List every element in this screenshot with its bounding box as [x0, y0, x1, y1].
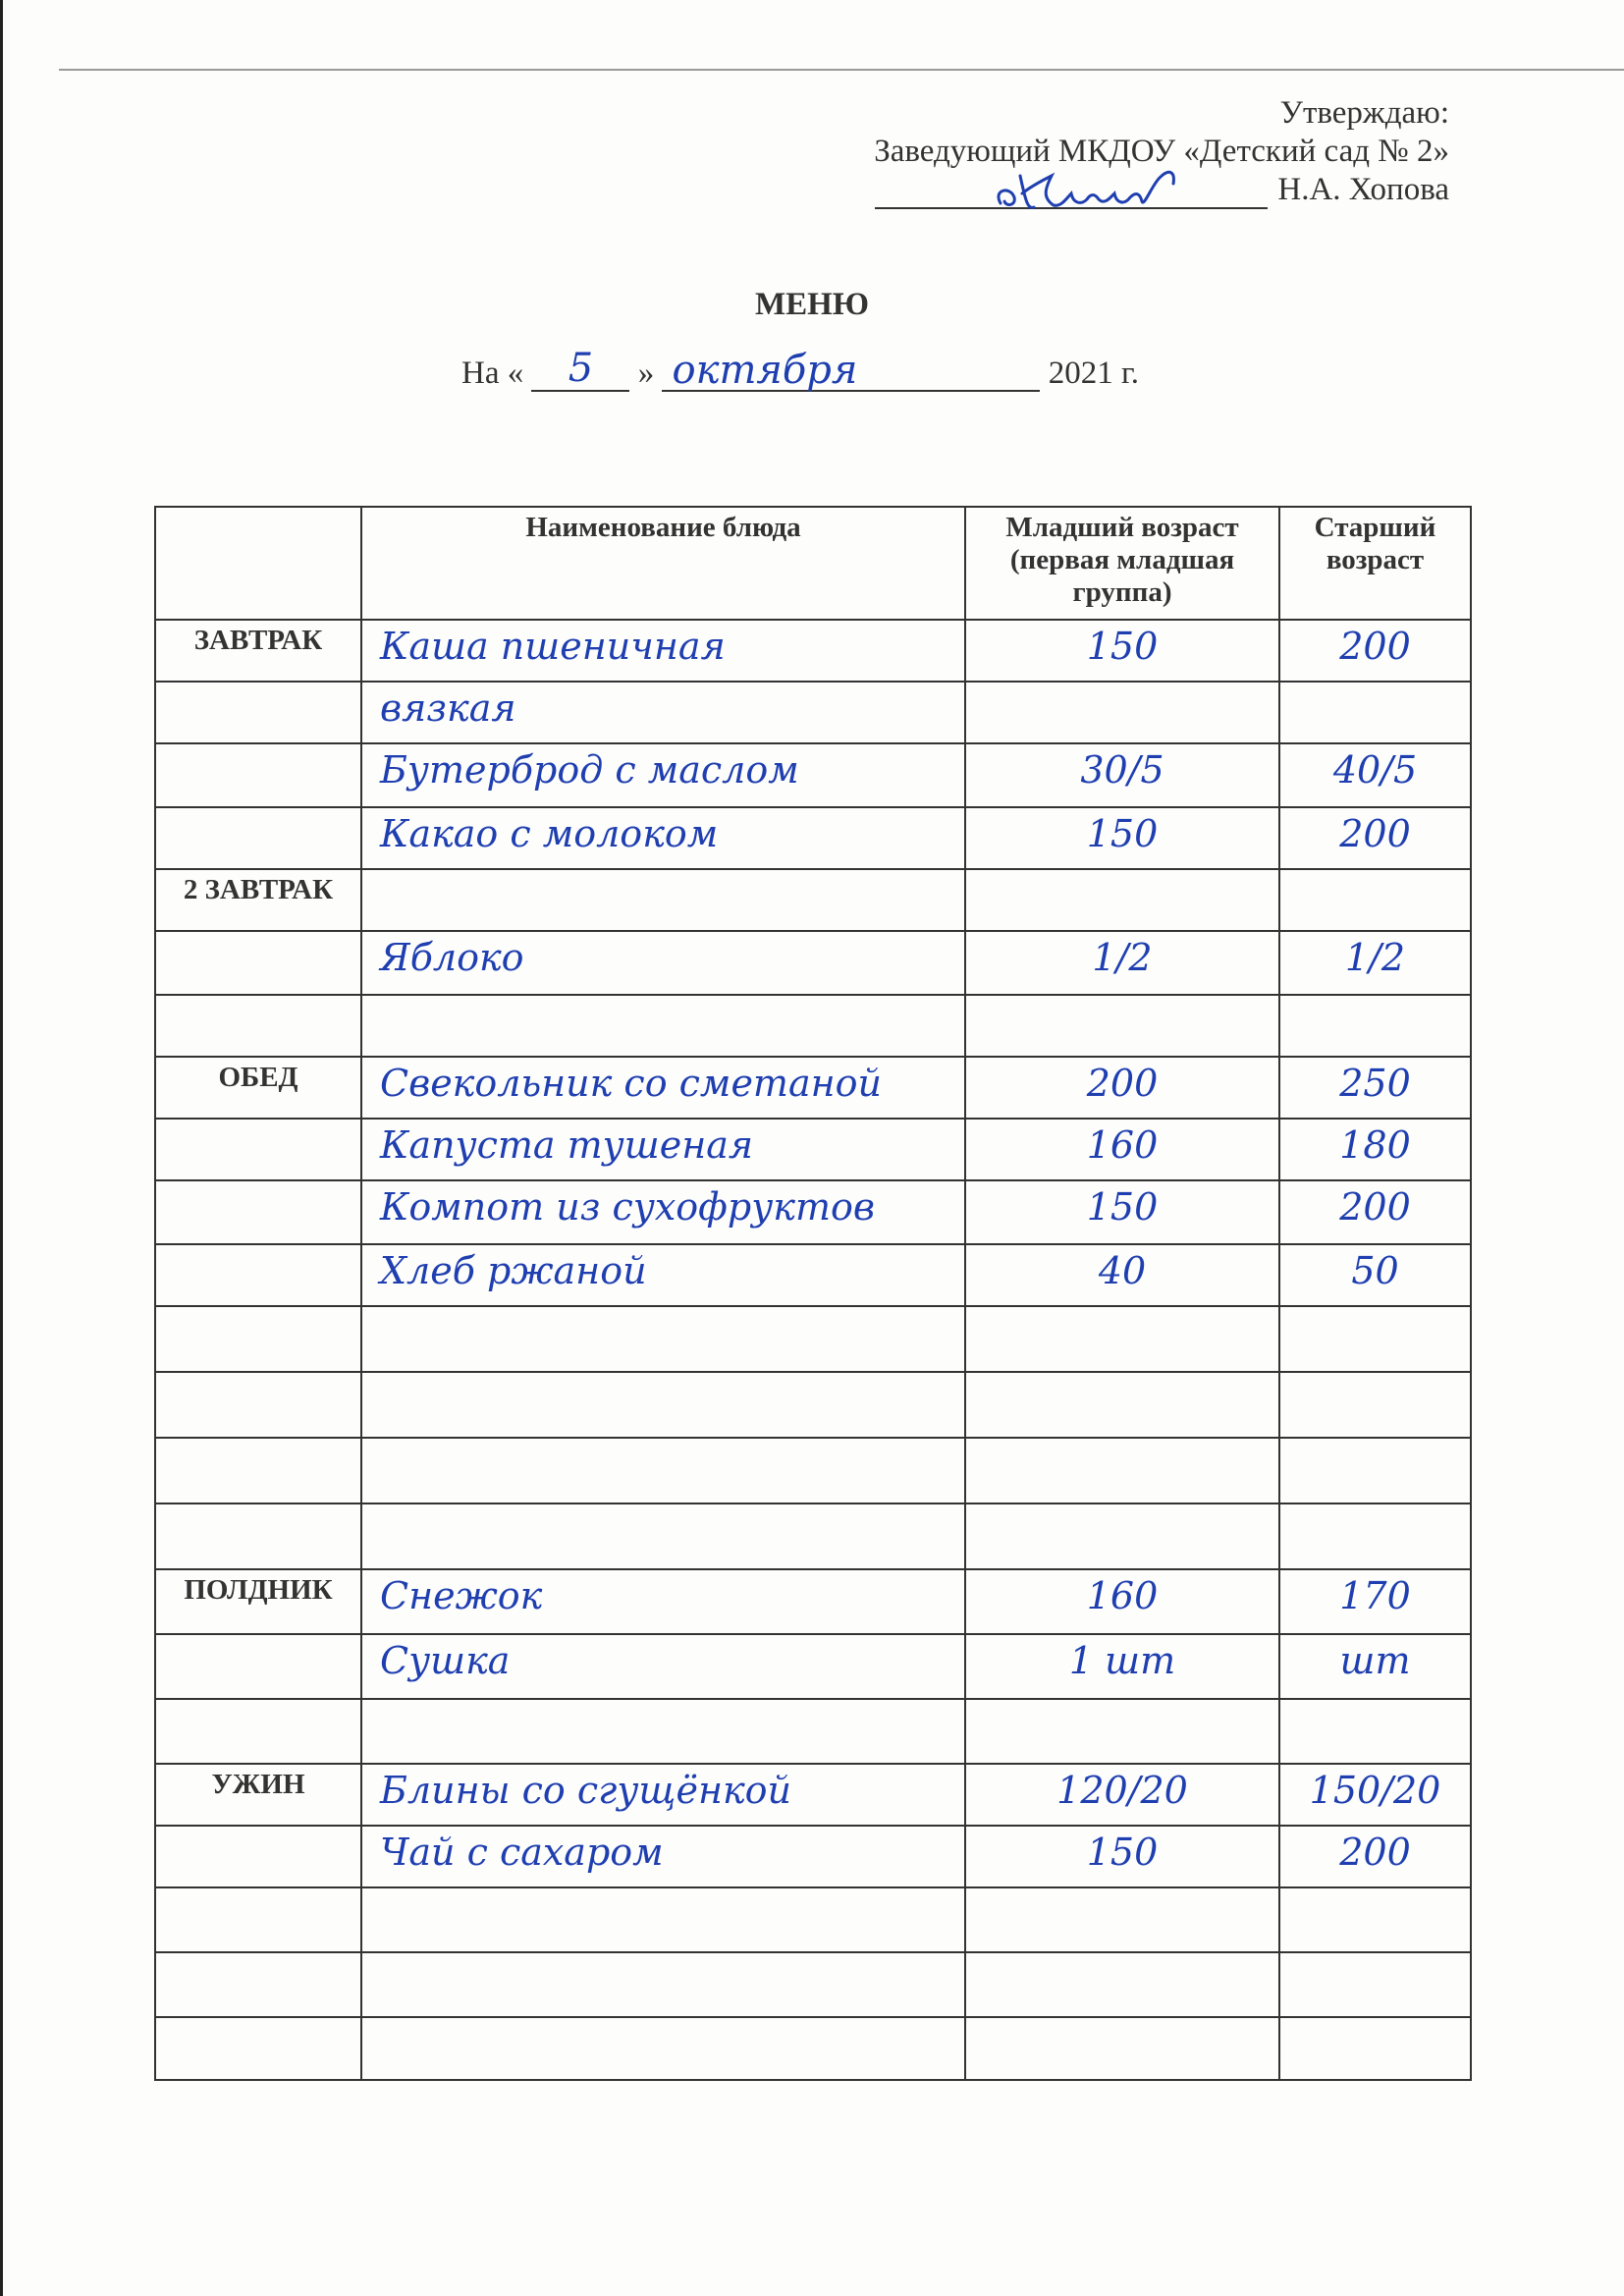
senior-portion-cell — [1279, 1634, 1471, 1699]
senior-portion-cell — [1279, 743, 1471, 807]
portion-value — [1280, 1953, 1470, 1959]
meal-cell — [155, 2017, 361, 2080]
table-row — [155, 682, 1471, 743]
junior-portion-cell — [965, 1119, 1279, 1180]
dish-name: Снежок — [380, 1574, 543, 1617]
meal-cell — [155, 1438, 361, 1503]
dish-name: Свекольник со сметаной — [380, 1062, 882, 1105]
table-row — [155, 1699, 1471, 1764]
senior-portion-cell — [1279, 1057, 1471, 1119]
dish-name — [380, 1504, 964, 1510]
junior-portion-cell — [965, 931, 1279, 995]
meal-cell: ПОЛДНИК — [155, 1569, 361, 1634]
junior-portion-cell — [965, 1952, 1279, 2017]
dish-name: Каша пшеничная — [380, 625, 726, 668]
table-row — [155, 931, 1471, 995]
senior-portion-cell — [1279, 931, 1471, 995]
dish-cell — [361, 995, 965, 1057]
table-body — [155, 620, 1471, 2080]
dish-cell — [361, 1057, 965, 1119]
portion-value — [966, 1888, 1278, 1894]
portion-value: 200 — [1339, 1185, 1411, 1229]
meal-cell — [155, 995, 361, 1057]
date-day: 5 — [568, 346, 594, 391]
portion-value: 250 — [1339, 1062, 1411, 1105]
dish-cell — [361, 807, 965, 869]
dish-cell — [361, 1438, 965, 1503]
table-header-row — [155, 507, 1471, 620]
table-row — [155, 807, 1471, 869]
dish-name: Хлеб ржаной — [380, 1249, 647, 1292]
portion-value — [966, 1953, 1278, 1959]
approval-block — [874, 94, 1449, 209]
meal-cell — [155, 1826, 361, 1887]
dish-cell — [361, 743, 965, 807]
senior-portion-cell — [1279, 620, 1471, 682]
portion-value: 150 — [1086, 1185, 1159, 1229]
table-row — [155, 1887, 1471, 1952]
portion-value: 1/2 — [1092, 936, 1153, 979]
junior-portion-cell — [965, 1503, 1279, 1569]
dish-cell — [361, 1372, 965, 1438]
header-senior: Старший возраст — [1279, 507, 1471, 620]
junior-portion-cell — [965, 1244, 1279, 1306]
portion-value: 150/20 — [1309, 1769, 1441, 1812]
senior-portion-cell — [1279, 1569, 1471, 1634]
dish-cell — [361, 1887, 965, 1952]
portion-value: 150 — [1086, 812, 1159, 855]
junior-portion-cell — [965, 1764, 1279, 1826]
dish-name — [380, 1373, 964, 1379]
table-row — [155, 1952, 1471, 2017]
date-month: октября — [672, 348, 858, 393]
month-blank — [662, 348, 1040, 393]
table-row — [155, 1634, 1471, 1699]
senior-portion-cell — [1279, 1119, 1471, 1180]
header-junior: Младший возраст (первая младшая группа) — [965, 507, 1279, 620]
table-row — [155, 1306, 1471, 1372]
menu-table — [154, 506, 1472, 2081]
dish-cell — [361, 1952, 965, 2017]
dish-name — [380, 1953, 964, 1959]
senior-portion-cell — [1279, 869, 1471, 931]
senior-portion-cell — [1279, 807, 1471, 869]
meal-cell — [155, 931, 361, 995]
table-row — [155, 1119, 1471, 1180]
junior-portion-cell — [965, 1634, 1279, 1699]
portion-value — [1280, 1700, 1470, 1706]
dish-name: Блины со сгущёнкой — [380, 1769, 792, 1812]
dish-name — [380, 2018, 964, 2024]
page-title: МЕНЮ — [755, 287, 869, 322]
dish-name: Капуста тушеная — [380, 1123, 754, 1167]
junior-portion-cell — [965, 1569, 1279, 1634]
junior-portion-cell — [965, 1372, 1279, 1438]
senior-portion-cell — [1279, 1372, 1471, 1438]
table-row — [155, 1569, 1471, 1634]
senior-portion-cell — [1279, 1826, 1471, 1887]
portion-value — [1280, 1373, 1470, 1379]
junior-portion-cell — [965, 1306, 1279, 1372]
dish-name: Сушка — [380, 1639, 511, 1682]
portion-value: 160 — [1086, 1574, 1159, 1617]
meal-cell — [155, 743, 361, 807]
portion-value: 200 — [1339, 625, 1411, 668]
table-row — [155, 1372, 1471, 1438]
day-blank — [531, 346, 629, 392]
handwritten-signature — [993, 164, 1189, 219]
header-dish: Наименование блюда — [361, 507, 965, 620]
table-row — [155, 1180, 1471, 1244]
portion-value — [1280, 2018, 1470, 2024]
dish-cell — [361, 1306, 965, 1372]
top-rule — [59, 69, 1624, 71]
portion-value: 50 — [1351, 1249, 1399, 1292]
portion-value: 1 шт — [1068, 1639, 1176, 1682]
junior-portion-cell — [965, 1057, 1279, 1119]
portion-value — [1280, 1439, 1470, 1445]
portion-value — [1280, 1307, 1470, 1313]
date-prefix: На « — [461, 355, 524, 391]
portion-value: 150 — [1086, 625, 1159, 668]
junior-portion-cell — [965, 869, 1279, 931]
meal-cell: ЗАВТРАК — [155, 620, 361, 682]
header-meal — [155, 507, 361, 620]
junior-portion-cell — [965, 1699, 1279, 1764]
portion-value: 120/20 — [1056, 1769, 1188, 1812]
portion-value — [966, 1373, 1278, 1379]
portion-value: 1/2 — [1344, 936, 1406, 979]
portion-value: 200 — [1339, 812, 1411, 855]
dish-name: Компот из сухофруктов — [380, 1185, 876, 1229]
portion-value — [966, 683, 1278, 688]
dish-name: вязкая — [380, 686, 516, 730]
junior-portion-cell — [965, 1887, 1279, 1952]
meal-cell — [155, 1244, 361, 1306]
meal-cell — [155, 1699, 361, 1764]
dish-cell — [361, 1699, 965, 1764]
portion-value — [966, 996, 1278, 1002]
dish-name: Яблоко — [380, 936, 524, 979]
senior-portion-cell — [1279, 2017, 1471, 2080]
dish-cell — [361, 1764, 965, 1826]
senior-portion-cell — [1279, 1887, 1471, 1952]
dish-name — [380, 870, 964, 876]
meal-cell — [155, 1180, 361, 1244]
portion-value: 200 — [1086, 1062, 1159, 1105]
portion-value: 40/5 — [1332, 748, 1418, 792]
table-row — [155, 869, 1471, 931]
junior-portion-cell — [965, 807, 1279, 869]
table-row — [155, 995, 1471, 1057]
portion-value — [966, 2018, 1278, 2024]
portion-value — [1280, 1888, 1470, 1894]
approval-name: Н.А. Хопова — [1277, 172, 1449, 207]
table-row — [155, 1057, 1471, 1119]
portion-value — [1280, 996, 1470, 1002]
junior-portion-cell — [965, 620, 1279, 682]
meal-cell — [155, 1306, 361, 1372]
approval-signature-row — [874, 171, 1449, 209]
meal-cell — [155, 1634, 361, 1699]
dish-cell — [361, 1244, 965, 1306]
dish-name: Бутерброд с маслом — [380, 748, 799, 792]
senior-portion-cell — [1279, 1306, 1471, 1372]
dish-cell — [361, 620, 965, 682]
portion-value — [1280, 870, 1470, 876]
dish-cell — [361, 931, 965, 995]
junior-portion-cell — [965, 1180, 1279, 1244]
dish-cell — [361, 682, 965, 743]
portion-value: 40 — [1098, 1249, 1147, 1292]
meal-cell — [155, 1887, 361, 1952]
dish-cell — [361, 869, 965, 931]
dish-cell — [361, 1119, 965, 1180]
dish-name — [380, 996, 964, 1002]
senior-portion-cell — [1279, 682, 1471, 743]
meal-cell — [155, 682, 361, 743]
dish-name: Какао с молоком — [380, 812, 719, 855]
portion-value — [1280, 683, 1470, 688]
portion-value — [966, 870, 1278, 876]
table-row — [155, 620, 1471, 682]
senior-portion-cell — [1279, 1438, 1471, 1503]
date-mid: » — [637, 355, 655, 391]
senior-portion-cell — [1279, 1503, 1471, 1569]
dish-cell — [361, 2017, 965, 2080]
dish-name — [380, 1888, 964, 1894]
meal-cell — [155, 1952, 361, 2017]
portion-value: 170 — [1339, 1574, 1411, 1617]
portion-value: 180 — [1339, 1123, 1411, 1167]
portion-value — [966, 1504, 1278, 1510]
table-row — [155, 2017, 1471, 2080]
portion-value — [966, 1439, 1278, 1445]
scan-edge — [0, 0, 3, 2296]
senior-portion-cell — [1279, 1244, 1471, 1306]
portion-value — [966, 1307, 1278, 1313]
date-line — [461, 346, 1140, 393]
table-row — [155, 1503, 1471, 1569]
approval-position: Заведующий МКДОУ «Детский сад № 2» — [874, 134, 1449, 169]
dish-name — [380, 1439, 964, 1445]
dish-name — [380, 1700, 964, 1706]
junior-portion-cell — [965, 995, 1279, 1057]
portion-value: шт — [1339, 1639, 1411, 1682]
junior-portion-cell — [965, 1826, 1279, 1887]
table-row — [155, 1764, 1471, 1826]
dish-cell — [361, 1634, 965, 1699]
portion-value: 200 — [1339, 1831, 1411, 1874]
signature-line — [875, 176, 1268, 209]
dish-cell — [361, 1569, 965, 1634]
portion-value — [1280, 1504, 1470, 1510]
meal-cell: УЖИН — [155, 1764, 361, 1826]
meal-cell — [155, 1503, 361, 1569]
portion-value: 150 — [1086, 1831, 1159, 1874]
senior-portion-cell — [1279, 995, 1471, 1057]
table-row — [155, 743, 1471, 807]
meal-cell: ОБЕД — [155, 1057, 361, 1119]
senior-portion-cell — [1279, 1952, 1471, 2017]
table-row — [155, 1826, 1471, 1887]
dish-cell — [361, 1180, 965, 1244]
junior-portion-cell — [965, 2017, 1279, 2080]
table-row — [155, 1244, 1471, 1306]
meal-cell: 2 ЗАВТРАК — [155, 869, 361, 931]
senior-portion-cell — [1279, 1699, 1471, 1764]
junior-portion-cell — [965, 743, 1279, 807]
dish-cell — [361, 1503, 965, 1569]
portion-value: 160 — [1086, 1123, 1159, 1167]
dish-name — [380, 1307, 964, 1313]
meal-cell — [155, 807, 361, 869]
approval-title: Утверждаю: — [1279, 95, 1449, 131]
senior-portion-cell — [1279, 1764, 1471, 1826]
meal-cell — [155, 1119, 361, 1180]
senior-portion-cell — [1279, 1180, 1471, 1244]
date-year: 2021 г. — [1048, 355, 1140, 391]
junior-portion-cell — [965, 1438, 1279, 1503]
dish-cell — [361, 1826, 965, 1887]
dish-name: Чай с сахаром — [380, 1831, 664, 1874]
portion-value — [966, 1700, 1278, 1706]
table-row — [155, 1438, 1471, 1503]
junior-portion-cell — [965, 682, 1279, 743]
portion-value: 30/5 — [1080, 748, 1164, 792]
meal-cell — [155, 1372, 361, 1438]
